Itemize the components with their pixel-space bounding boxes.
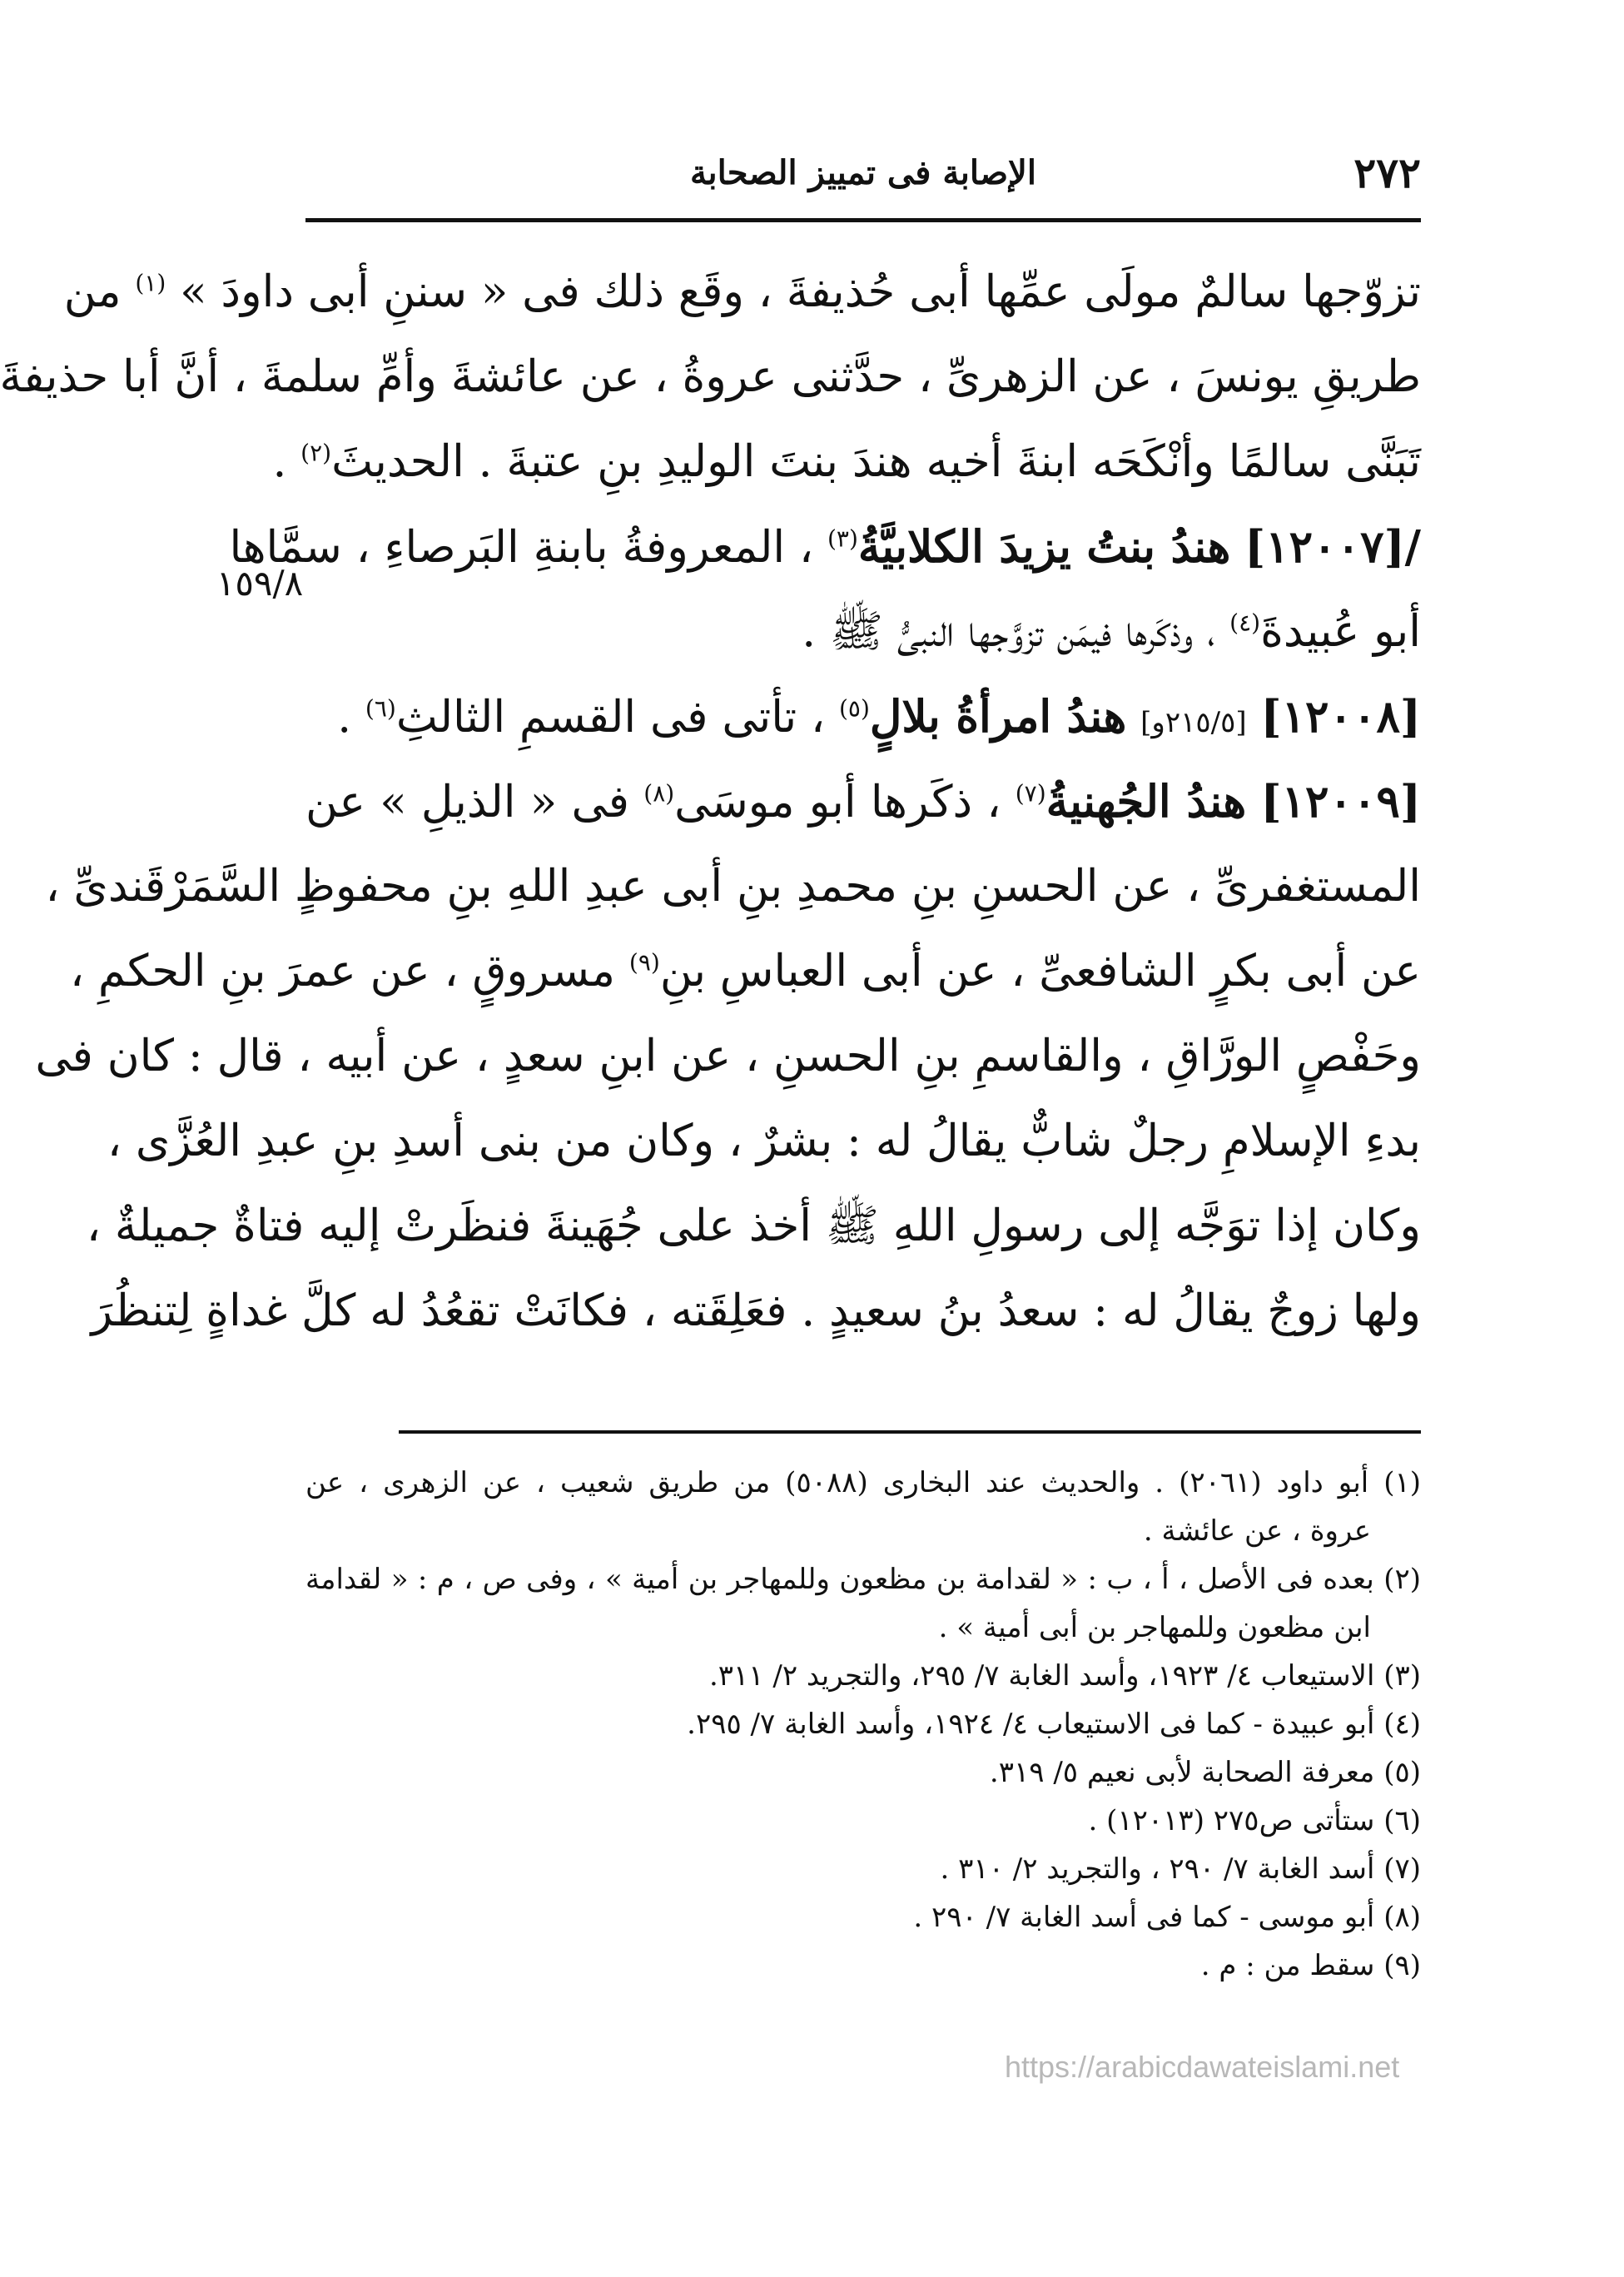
text-span: فى « الذيلِ » عن bbox=[305, 777, 629, 828]
footnote-number: (٢) bbox=[1383, 1563, 1422, 1596]
footnote-4 bbox=[305, 1700, 1421, 1748]
entry-number: [١٢٠٠٨] bbox=[1260, 691, 1421, 743]
footnote-text: أبو عبيدة - كما فى الاستيعاب ٤/ ١٩٢٤، وأسد الغابة ٧/ ٢٩٥. bbox=[687, 1708, 1375, 1741]
footnote-text: أبو داود (٢٠٦١) . والحديث عند البخارى (٥٠٨٨) من طريق شعيب ، عن الزهرى ، عن bbox=[305, 1466, 1369, 1499]
footnote-9 bbox=[305, 1941, 1421, 1990]
entry-12008-line-1 bbox=[305, 674, 1421, 759]
entry-title: هندُ الجُهنيةُ bbox=[1045, 776, 1247, 828]
footnote-separator bbox=[399, 1430, 1421, 1434]
footnote-text: معرفة الصحابة لأبى نعيم ٥/ ٣١٩. bbox=[989, 1756, 1375, 1789]
entry-12009-line-1 bbox=[305, 759, 1421, 844]
text-line bbox=[69, 929, 1421, 1014]
text-line: المستغفرىِّ ، عن الحسنِ بنِ محمدِ بنِ أبى عبدِ اللهِ بنِ محفوظٍ السَّمَرْقَندىِّ ، bbox=[45, 861, 1421, 912]
footnote-1-line-2: عروة ، عن عائشة . bbox=[1143, 1514, 1371, 1548]
text-span: ، المعروفةُ بابنةِ البَرصاءِ ، سمَّاها bbox=[229, 522, 814, 573]
text-line bbox=[63, 250, 1421, 335]
footnote-marker: (٣) bbox=[827, 525, 858, 553]
footnote-2-line-1 bbox=[305, 1555, 1421, 1603]
text-line bbox=[272, 420, 1421, 505]
footnote-3 bbox=[305, 1652, 1421, 1700]
watermark-url: https://arabicdawateislami.net bbox=[1005, 2050, 1400, 2084]
footnote-2-line-2: ابن مظعون وللمهاجر بن أبى أمية » . bbox=[938, 1611, 1371, 1644]
text-line: بدءِ الإسلامِ رجلٌ شابٌّ يقالُ له : بشرٌ ، وكان من بنى أسدِ بنِ عبدِ العُزَّى ، bbox=[107, 1116, 1421, 1166]
running-title: الإصابة فى تمييز الصحابة bbox=[690, 153, 1036, 192]
entry-12007-line-2 bbox=[305, 589, 1421, 674]
footnote-1-line-1 bbox=[305, 1459, 1421, 1507]
text-line: ولها زوجٌ يقالُ له : سعدُ بنُ سعيدٍ . فعَلِقَته ، فكانَتْ تقعُدُ له كلَّ غداةٍ لِتنظُرَ bbox=[91, 1285, 1421, 1336]
footnote-text: أبو موسى - كما فى أسد الغابة ٧/ ٢٩٠ . bbox=[913, 1901, 1375, 1934]
volume-page-ref: [٢١٥/٥و] bbox=[1140, 706, 1247, 739]
footnote-marker: (٩) bbox=[628, 948, 660, 977]
footnote-text: أسد الغابة ٧/ ٢٩٠ ، والتجريد ٢/ ٣١٠ . bbox=[940, 1852, 1375, 1886]
footnote-marker: (٥) bbox=[838, 694, 870, 723]
margin-reference: ١٥٩/٨ bbox=[216, 563, 304, 604]
text-span: مسروقٍ ، عن عمرَ بنِ الحكمِ ، bbox=[69, 946, 616, 997]
footnote-number: (٩) bbox=[1383, 1949, 1421, 1982]
text-line: طريقِ يونسَ ، عن الزهرىِّ ، حدَّثنى عروةُ ، عن عائشةَ وأمِّ سلمةَ ، أنَّ أبا حذيفةَ bbox=[0, 351, 1421, 402]
text-span: ، وذكَرها فيمَن تزوَّجها النبىُّ ﷺ . bbox=[802, 606, 1216, 657]
entry-title: هندُ امرأةُ بلالٍ bbox=[869, 691, 1127, 743]
footnote-7 bbox=[305, 1845, 1421, 1893]
text-line: وكان إذا توَجَّه إلى رسولِ اللهِ ﷺ أخذ على جُهَينةَ فنظَرتْ إليه فتاةٌ جميلةٌ ، bbox=[86, 1201, 1421, 1251]
entry-number: /[١٢٠٠٧] bbox=[1244, 521, 1421, 573]
footnote-number: (٤) bbox=[1383, 1708, 1421, 1741]
footnote-marker: (٨) bbox=[643, 779, 675, 808]
header-rule bbox=[305, 218, 1421, 222]
text-span: تَبَنَّى سالمًا وأنْكَحَه ابنةَ أخيه هندَ بنتَ الوليدِ بنِ عتبةَ . الحديثَ bbox=[331, 436, 1421, 487]
footnote-marker: (٦) bbox=[365, 694, 396, 723]
footnote-text: ستأتى ص٢٧٥ (١٢٠١٣) . bbox=[1088, 1804, 1375, 1837]
footnote-marker: (٢) bbox=[300, 439, 332, 467]
text-span: . bbox=[272, 436, 287, 487]
footnote-5 bbox=[305, 1748, 1421, 1797]
footnote-text: بعده فى الأصل ، أ ، ب : « لقدامة بن مظعون وللمهاجر بن أمية » ، وفى ص ، م : « لقدامة bbox=[305, 1563, 1374, 1596]
text-line: وحَفْصٍ الورَّاقِ ، والقاسمِ بنِ الحسنِ ، عن ابنِ سعدٍ ، عن أبيه ، قال : كان فى bbox=[35, 1031, 1421, 1081]
footnote-number: (٧) bbox=[1383, 1852, 1421, 1886]
footnote-number: (٦) bbox=[1383, 1804, 1421, 1837]
footnote-marker: (٤) bbox=[1229, 609, 1261, 637]
footnote-number: (١) bbox=[1383, 1466, 1422, 1499]
text-span: تزوّجها سالمٌ مولَى عمِّها أبى حُذيفةَ ، وقَع ذلك فى « سننِ أبى داودَ » bbox=[180, 266, 1421, 317]
text-span: من bbox=[63, 266, 122, 317]
footnote-number: (٣) bbox=[1383, 1659, 1421, 1693]
footnote-number: (٥) bbox=[1383, 1756, 1421, 1789]
footnotes bbox=[305, 1459, 1421, 1990]
footnote-text: الاستيعاب ٤/ ١٩٢٣، وأسد الغابة ٧/ ٢٩٥، والتجريد ٢/ ٣١١. bbox=[708, 1659, 1375, 1693]
page-number: ٢٧٢ bbox=[1353, 148, 1421, 197]
footnote-marker: (٧) bbox=[1015, 779, 1046, 808]
footnote-6 bbox=[305, 1797, 1421, 1845]
footnote-text: سقط من : م . bbox=[1200, 1949, 1375, 1982]
page-header bbox=[305, 148, 1421, 215]
text-span: . bbox=[337, 692, 352, 743]
text-span: ، تأتى فى القسمِ الثالثِ bbox=[395, 692, 826, 743]
entry-title: هندُ بنتُ يزيدَ الكلابيَّةُ bbox=[857, 521, 1231, 573]
footnote-marker: (١) bbox=[135, 269, 166, 297]
text-span: أبو عُبيدةَ bbox=[1260, 606, 1421, 657]
footnote-number: (٨) bbox=[1383, 1901, 1421, 1934]
footnote-8 bbox=[305, 1893, 1421, 1941]
entry-number: [١٢٠٠٩] bbox=[1260, 776, 1421, 828]
text-span: ، ذكَرها أبو موسَى bbox=[674, 777, 1001, 828]
text-span: عن أبى بكرٍ الشافعىِّ ، عن أبى العباسِ بنِ bbox=[659, 946, 1421, 997]
